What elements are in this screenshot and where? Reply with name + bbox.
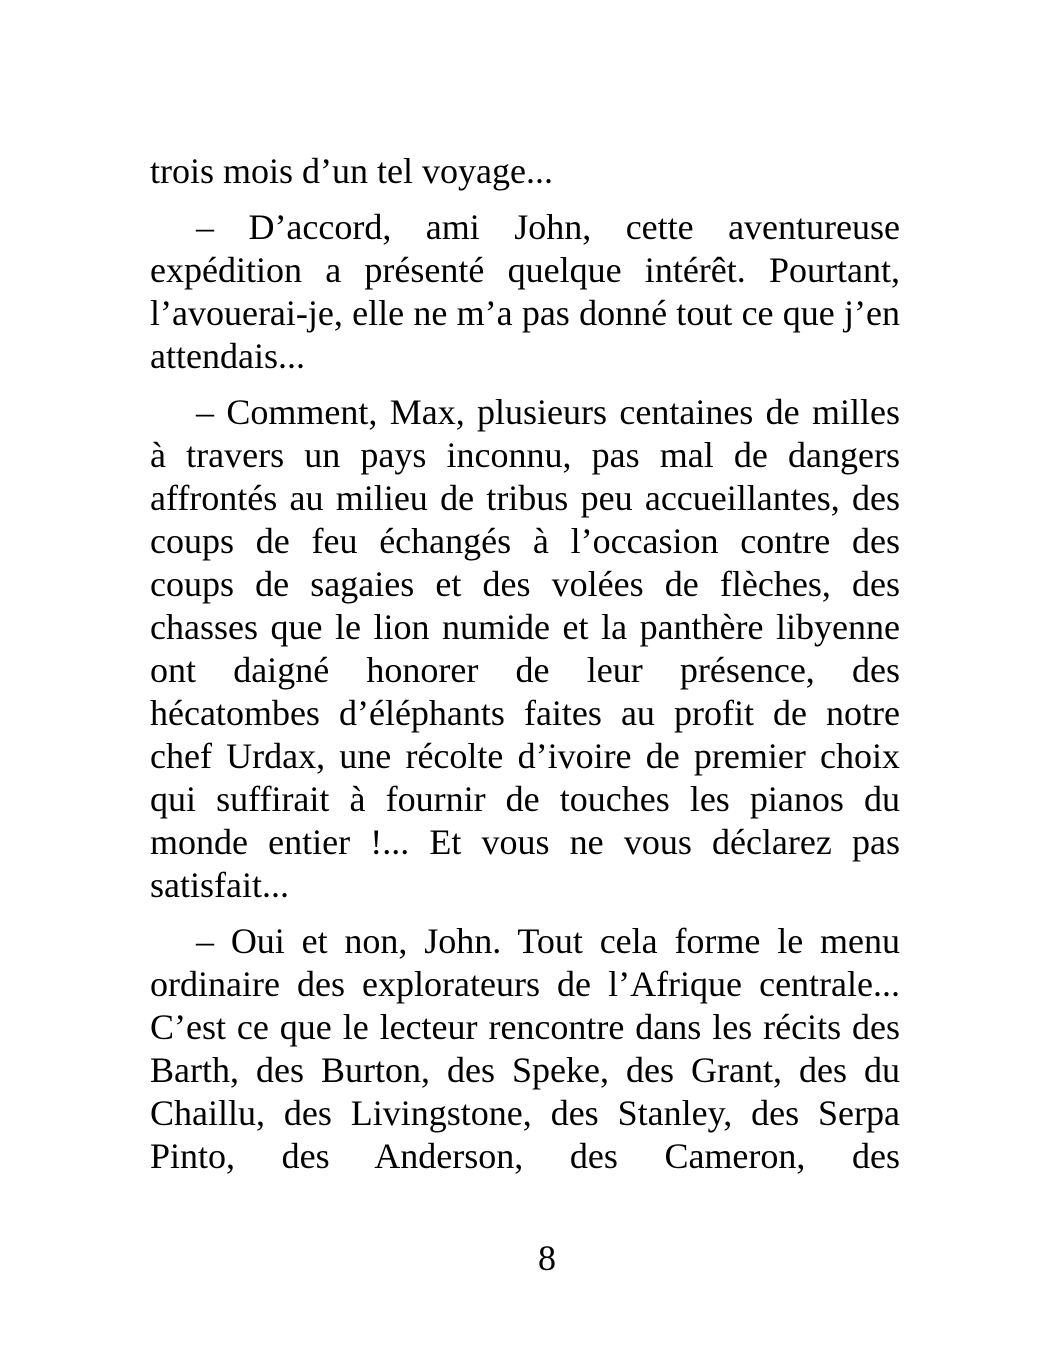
page-body	[150, 150, 900, 1191]
page-number: 8	[538, 1238, 556, 1278]
paragraph-continuation: trois mois d’un tel voyage...	[150, 151, 553, 191]
paragraph-dialogue-john: – Comment, Max, plusieurs centaines de milles à travers un pays inconnu, pas mal de dangers affrontés au milieu de tribus peu accueillantes, des coups de feu échangés à l’occasion contre des coups de sagaies et des volées de flèches, des chasses que le lion numide et la panthère libyenne ont daigné honorer de leur présence, des hécatombes d’éléphants faites au profit de notre chef Urdax, une récolte d’ivoire de premier choix qui suffirait à fournir de touches les pianos du monde entier !... Et vous ne vous déclarez pas satisfait...	[150, 392, 900, 905]
paragraph-dialogue-max-reply: – Oui et non, John. Tout cela forme le menu ordinaire des explorateurs de l’Afrique centrale... C’est ce que le lecteur rencontre dans les récits des Barth, des Burton, des Speke, des Grant, des du Chaillu, des Livingstone, des Stanley, des Serpa Pinto, des Anderson, des Cameron, des	[150, 921, 900, 1176]
paragraph-dialogue-max: – D’accord, ami John, cette aventureuse expédition a présenté quelque intérêt. Pourtant, l’avouerai-je, elle ne m’a pas donné tout ce que j’en attendais...	[150, 207, 900, 376]
